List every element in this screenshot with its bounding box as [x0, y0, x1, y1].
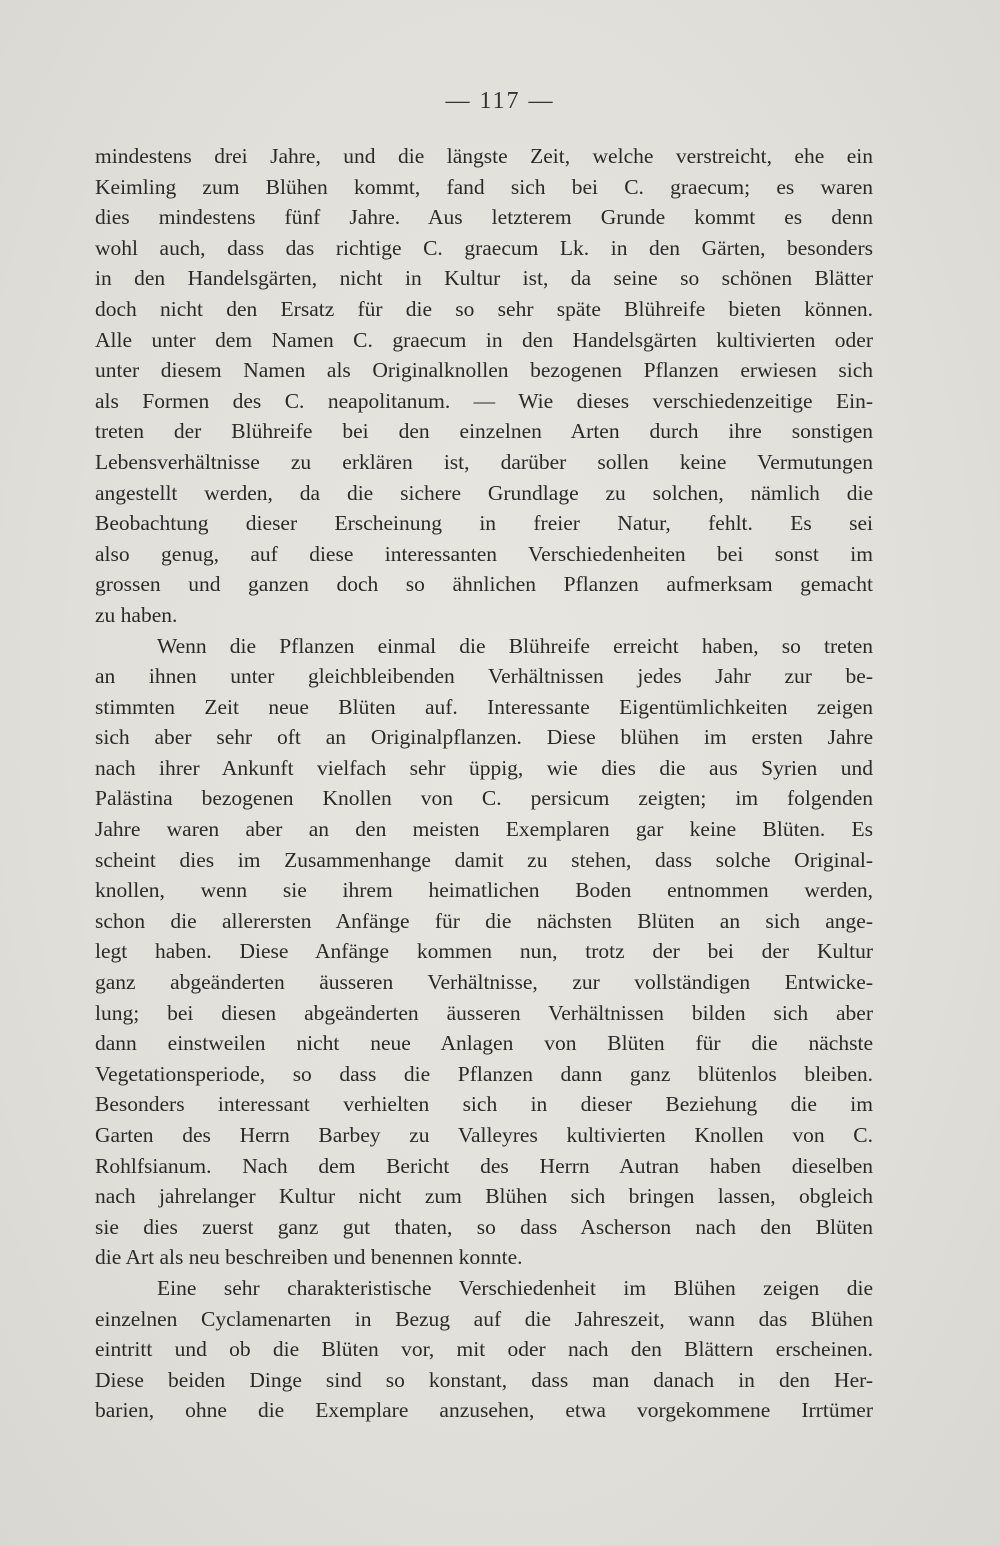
- text-line: Beobachtung dieser Erscheinung in freier Natur, fehlt. Es sei: [95, 511, 873, 536]
- text-line: scheint dies im Zusammenhange damit zu stehen, dass solche Original-: [95, 847, 873, 872]
- text-line: knollen, wenn sie ihrem heimatlichen Boden entnommen werden,: [95, 878, 873, 903]
- text-line: Besonders interessant verhielten sich in dieser Beziehung die im: [95, 1092, 873, 1117]
- text-line: grossen und ganzen doch so ähnlichen Pflanzen aufmerksam gemacht: [95, 572, 873, 597]
- text-line: doch nicht den Ersatz für die so sehr späte Blühreife bieten können.: [95, 296, 873, 321]
- text-line: mindestens drei Jahre, und die längste Zeit, welche verstreicht, ehe ein: [95, 144, 873, 168]
- text-line: sie dies zuerst ganz gut thaten, so dass Ascherson nach den Blüten: [95, 1214, 873, 1239]
- text-line: Rohlfsianum. Nach dem Bericht des Herrn Autran haben dieselben: [95, 1153, 873, 1178]
- paragraph-2: [95, 631, 873, 1273]
- text-line: schon die allerersten Anfänge für die nächsten Blüten an sich ange-: [95, 908, 873, 933]
- text-line: Keimling zum Blühen kommt, fand sich bei C. graecum; es waren: [95, 174, 873, 199]
- text-line: Diese beiden Dinge sind so konstant, dass man danach in den Her-: [95, 1367, 873, 1392]
- page-number: — 117 —: [445, 88, 555, 114]
- text-line: Eine sehr charakteristische Verschiedenheit im Blühen zeigen die: [157, 1275, 873, 1300]
- text-line: zu haben.: [95, 602, 178, 627]
- text-line: sich aber sehr oft an Originalpflanzen. Diese blühen im ersten Jahre: [95, 725, 873, 750]
- text-line: als Formen des C. neapolitanum. — Wie dieses verschiedenzeitige Ein-: [95, 388, 873, 413]
- text-line: legt haben. Diese Anfänge kommen nun, trotz der bei der Kultur: [95, 939, 873, 964]
- text-line: die Art als neu beschreiben und benennen konnte.: [95, 1245, 523, 1270]
- body-text: [95, 141, 873, 1426]
- text-line: barien, ohne die Exemplare anzusehen, etwa vorgekommene Irrtümer: [95, 1398, 873, 1423]
- text-line: dies mindestens fünf Jahre. Aus letzterem Grunde kommt es denn: [95, 205, 873, 230]
- paragraph-1: [95, 141, 873, 631]
- text-line: dann einstweilen nicht neue Anlagen von Blüten für die nächste: [95, 1031, 873, 1056]
- text-line: angestellt werden, da die sichere Grundlage zu solchen, nämlich die: [95, 480, 873, 505]
- text-line: nach ihrer Ankunft vielfach sehr üppig, wie dies die aus Syrien und: [95, 755, 873, 780]
- paragraph-3: [95, 1273, 873, 1426]
- text-line: wohl auch, dass das richtige C. graecum Lk. in den Gärten, besonders: [95, 235, 873, 260]
- text-line: also genug, auf diese interessanten Verschiedenheiten bei sonst im: [95, 541, 873, 566]
- text-line: Vegetationsperiode, so dass die Pflanzen dann ganz blütenlos bleiben.: [95, 1061, 873, 1086]
- text-line: einzelnen Cyclamenarten in Bezug auf die Jahreszeit, wann das Blühen: [95, 1306, 873, 1331]
- text-line: unter diesem Namen als Originalknollen bezogenen Pflanzen erwiesen sich: [95, 358, 873, 383]
- text-line: Lebensverhältnisse zu erklären ist, darüber sollen keine Vermutungen: [95, 449, 873, 474]
- text-line: treten der Blühreife bei den einzelnen Arten durch ihre sonstigen: [95, 419, 873, 444]
- text-line: lung; bei diesen abgeänderten äusseren Verhältnissen bilden sich aber: [95, 1000, 873, 1025]
- text-line: Garten des Herrn Barbey zu Valleyres kultivierten Knollen von C.: [95, 1123, 873, 1147]
- text-line: eintritt und ob die Blüten vor, mit oder nach den Blättern erscheinen.: [95, 1337, 873, 1362]
- text-line: Palästina bezogenen Knollen von C. persicum zeigten; im folgenden: [95, 786, 873, 811]
- text-line: nach jahrelanger Kultur nicht zum Blühen sich bringen lassen, obgleich: [95, 1184, 873, 1209]
- text-line: stimmten Zeit neue Blüten auf. Interessante Eigentümlichkeiten zeigen: [95, 694, 873, 719]
- text-line: Alle unter dem Namen C. graecum in den Handelsgärten kultivierten oder: [95, 327, 873, 352]
- text-line: Wenn die Pflanzen einmal die Blühreife erreicht haben, so treten: [157, 633, 873, 658]
- text-line: Jahre waren aber an den meisten Exemplaren gar keine Blüten. Es: [95, 817, 873, 842]
- text-line: ganz abgeänderten äusseren Verhältnisse, zur vollständigen Entwicke-: [95, 970, 873, 995]
- text-line: in den Handelsgärten, nicht in Kultur ist, da seine so schönen Blätter: [95, 266, 873, 291]
- text-line: an ihnen unter gleichbleibenden Verhältnissen jedes Jahr zur be-: [95, 664, 873, 689]
